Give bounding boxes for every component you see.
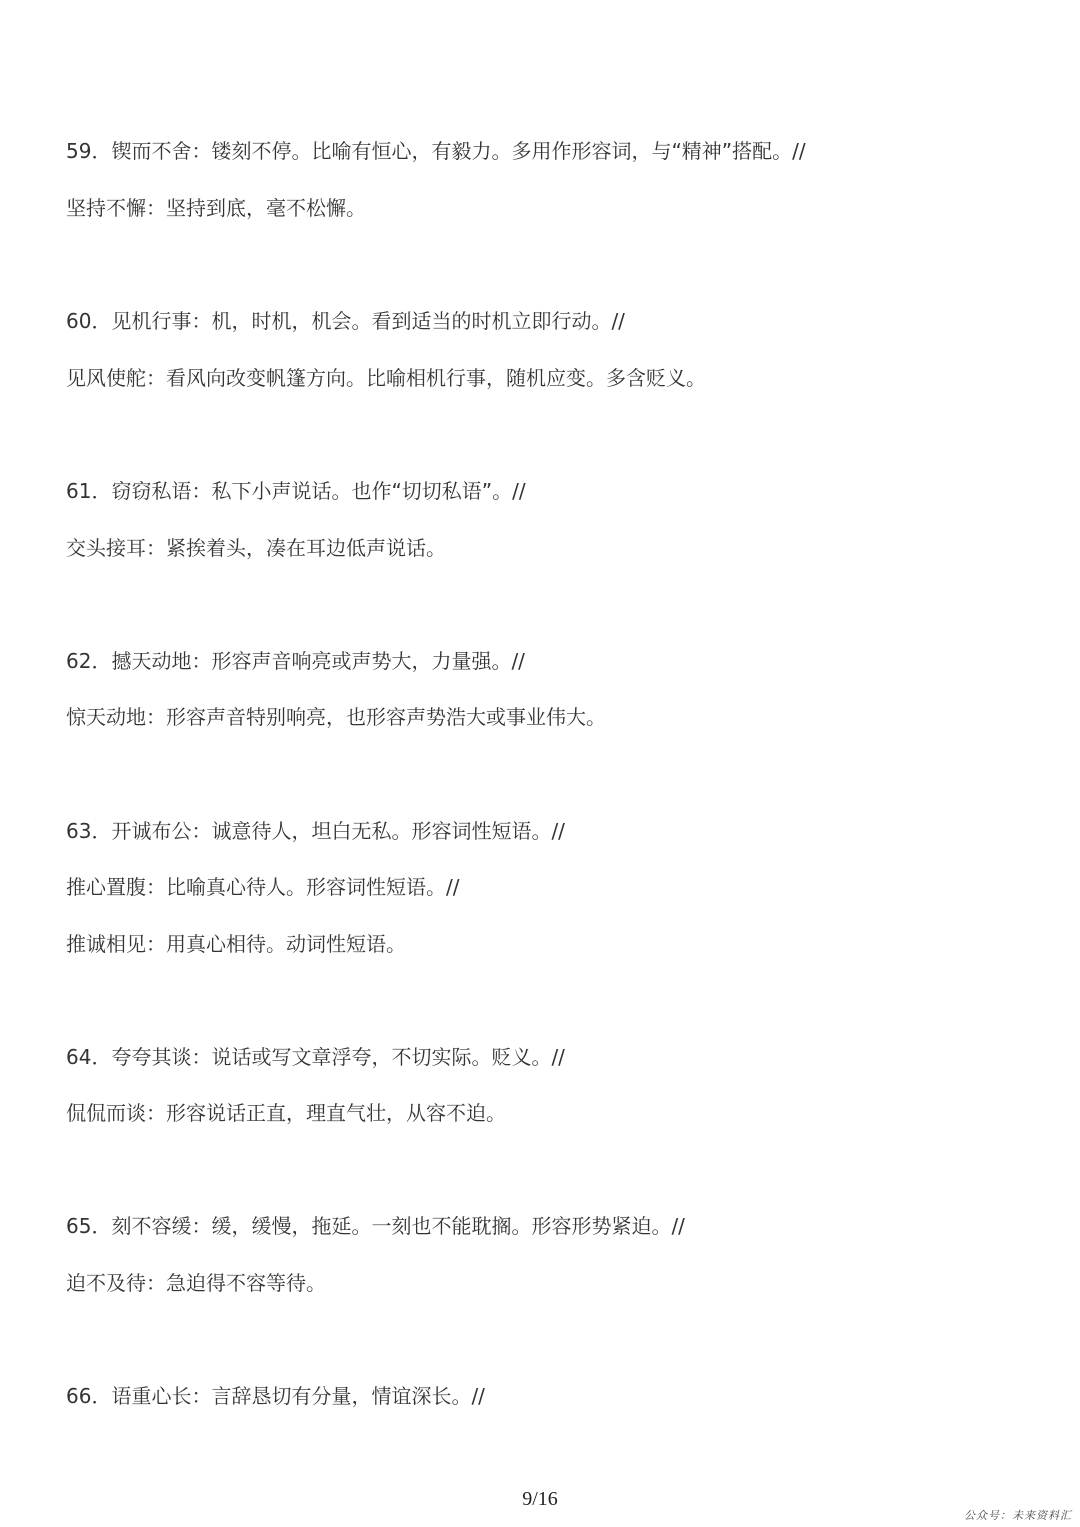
entry-66-line-1: 66．语重心长：言辞恳切有分量，情谊深长。// xyxy=(66,1384,485,1408)
entry-61-line-1: 61．窃窃私语：私下小声说话。也作“切切私语”。// xyxy=(66,479,526,503)
entry-59-line-2: 坚持不懈：坚持到底，毫不松懈。 xyxy=(66,196,366,220)
entry-64-line-1: 64．夸夸其谈：说话或写文章浮夸，不切实际。贬义。// xyxy=(66,1045,565,1069)
entry-64-line-2: 侃侃而谈：形容说话正直，理直气壮，从容不迫。 xyxy=(66,1101,506,1125)
page-number: 9/16 xyxy=(522,1488,558,1510)
entry-63-line-1: 63．开诚布公：诚意待人，坦白无私。形容词性短语。// xyxy=(66,819,565,843)
entry-60-line-1: 60．见机行事：机，时机，机会。看到适当的时机立即行动。// xyxy=(66,309,625,333)
entry-62-line-1: 62．撼天动地：形容声音响亮或声势大，力量强。// xyxy=(66,649,525,673)
entry-63-line-3: 推诚相见：用真心相待。动词性短语。 xyxy=(66,932,406,956)
entry-65-line-1: 65．刻不容缓：缓，缓慢，拖延。一刻也不能耽搁。形容形势紧迫。// xyxy=(66,1214,685,1238)
entry-62-line-2: 惊天动地：形容声音特别响亮，也形容声势浩大或事业伟大。 xyxy=(66,705,606,729)
entry-59-line-1: 59．锲而不舍：镂刻不停。比喻有恒心，有毅力。多用作形容词，与“精神”搭配。// xyxy=(66,139,806,163)
entry-63-line-2: 推心置腹：比喻真心待人。形容词性短语。// xyxy=(66,875,460,899)
entry-60-line-2: 见风使舵：看风向改变帆篷方向。比喻相机行事，随机应变。多含贬义。 xyxy=(66,366,706,390)
watermark: 公众号：未来资料汇 xyxy=(964,1509,1072,1522)
entry-65-line-2: 迫不及待：急迫得不容等待。 xyxy=(66,1271,326,1295)
entry-61-line-2: 交头接耳：紧挨着头，凑在耳边低声说话。 xyxy=(66,536,446,560)
